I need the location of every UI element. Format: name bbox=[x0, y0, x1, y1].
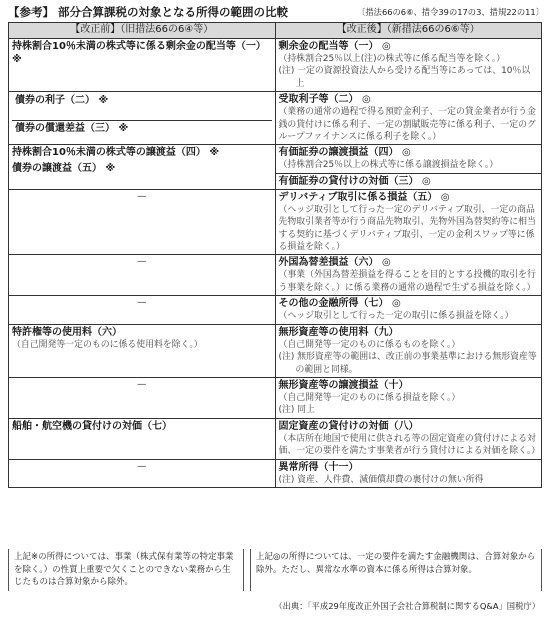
empty-cell-dash: — bbox=[9, 377, 276, 418]
new-cell bbox=[275, 296, 542, 324]
column-header-before: 【改正前】（旧措法66の6④等） bbox=[9, 23, 276, 39]
new-cell bbox=[275, 418, 542, 459]
old-item-title: 持株割合10％未満の株式等に係る剰余金の配当等（一） ※ bbox=[12, 41, 266, 65]
old-cell bbox=[9, 92, 276, 145]
old-item-note: （自己開発等一定のものに係る使用料を除く。） bbox=[12, 339, 203, 350]
old-item-title: 債券の譲渡益（五） ※ bbox=[12, 163, 116, 175]
old-cell bbox=[9, 418, 276, 459]
new-item-title: デリバティブ取引に係る損益（五） ◎ bbox=[278, 191, 450, 203]
old-item-title: 債券の償還差益（三） ※ bbox=[15, 123, 129, 135]
table-row bbox=[9, 189, 542, 255]
table-row bbox=[9, 92, 542, 145]
old-item-title: 船舶・航空機の貸付けの対価（七） bbox=[12, 420, 172, 432]
new-item-title: 外国為替差損益（六） ◎ bbox=[278, 257, 391, 269]
new-item-note: （持株割合25％以上の株式等に係る譲渡損益を除く。） bbox=[278, 160, 499, 171]
new-item-title: 受取利子等（二） ◎ bbox=[278, 94, 371, 106]
column-header-after: 【改正後】（新措法66の6⑥等） bbox=[275, 23, 542, 39]
new-item-note: (注) 資産、人件費、減価償却費の裏付けの無い所得 bbox=[278, 474, 484, 485]
old-cell bbox=[9, 145, 276, 189]
table-row bbox=[9, 145, 542, 173]
new-item-note: （自己開発等一定のものに係る損益を除く。） bbox=[278, 392, 461, 403]
table-row bbox=[9, 324, 542, 377]
new-item-note: （本店所在地国で使用に供される等の固定資産の貸付けによる対価、一定の要件を満たす事業者が行う貸付けによる対価を除く。） bbox=[278, 433, 541, 457]
new-cell bbox=[275, 377, 542, 418]
new-item-note: （業務の通常の過程で得る預貯金利子、一定の貸金業者が行う金銭の貸付けに係る利子、一定の割賦販売等に係る利子、一定のグループファイナンスに係る利子を除く。） bbox=[278, 107, 536, 143]
new-item-note: （持株割合25％以上(注)の株式等に係る配当等を除く。） bbox=[278, 54, 506, 64]
old-subcell bbox=[12, 120, 272, 136]
new-item-title: 有価証券の貸付けの対価（三） ◎ bbox=[278, 175, 431, 187]
old-item-title: 債券の利子（二） ※ bbox=[15, 95, 109, 107]
new-item-title: 有価証券の譲渡損益（四） ◎ bbox=[278, 147, 411, 159]
comparison-table bbox=[8, 22, 542, 488]
table-header-row bbox=[9, 23, 542, 39]
new-item-title: 固定資産の貸付けの対価（八） bbox=[278, 420, 419, 432]
old-subcell bbox=[12, 93, 272, 120]
table-row bbox=[9, 459, 542, 487]
new-cell bbox=[275, 459, 542, 487]
empty-cell-dash: — bbox=[9, 459, 276, 487]
new-cell bbox=[275, 324, 542, 377]
page-title: 【参考】 部分合算課税の対象となる所得の範囲の比較 bbox=[8, 5, 289, 19]
empty-cell-dash: — bbox=[9, 296, 276, 324]
note-box-left: 上記※の所得については、事業（株式保有業等の特定事業を除く。）の性質上重要で欠くことのできない業務から生じたものは合算対象から除外。 bbox=[8, 549, 244, 591]
new-item-note: （自己開発等一定のものに係るものを除く。） bbox=[278, 339, 461, 350]
statute-reference: 〔措法66の6⑥、措令39の17の3、措規22の11〕 bbox=[357, 7, 544, 17]
new-cell bbox=[275, 189, 542, 255]
new-cell bbox=[275, 145, 542, 173]
new-cell bbox=[275, 255, 542, 296]
new-item-note: （ヘッジ取引として行った一定のデリバティブ取引、一定の商品先物取引業者等が行う商品先物取引、先物外国為替契約等に相当する契約に基づくデリバティブ取引、一定の金利スワップ等に係る損益を除く。） bbox=[278, 204, 536, 253]
new-cell bbox=[275, 39, 542, 92]
notes-area bbox=[8, 549, 542, 591]
table-row bbox=[9, 255, 542, 296]
new-cell bbox=[275, 173, 542, 189]
empty-cell-dash: — bbox=[9, 189, 276, 255]
new-item-footnote: (注) 同上 bbox=[278, 405, 315, 416]
old-item-title: 特許権等の使用料（六） bbox=[12, 326, 122, 338]
source-citation: （出典：「平成29年度改正外国子会社合算税制に関するQ&A」国税庁） bbox=[274, 601, 540, 611]
empty-cell-dash: — bbox=[9, 255, 276, 296]
new-item-footnote: (注) 一定の資源投資法人から受ける配当等にあっては、10％以上 bbox=[278, 66, 531, 89]
new-item-title: 剰余金の配当等（一） ◎ bbox=[278, 41, 391, 52]
note-box-right: 上記◎の所得については、一定の要件を満たす金融機関は、合算対象から除外。ただし、異常な水準の資本に係る所得は合算対象。 bbox=[250, 549, 542, 591]
table-row bbox=[9, 377, 542, 418]
new-item-title: 無形資産等の使用料（九） bbox=[278, 326, 399, 338]
new-item-title: その他の金融所得（七） ◎ bbox=[278, 298, 401, 310]
old-cell bbox=[9, 324, 276, 377]
page-header bbox=[8, 4, 544, 22]
table-row bbox=[9, 296, 542, 324]
new-item-footnote: (注) 無形資産等の範囲は、改正前の事業基準における無形資産等の範囲と同様。 bbox=[278, 352, 537, 375]
old-cell bbox=[9, 39, 276, 92]
new-cell bbox=[275, 92, 542, 145]
new-item-title: 無形資産等の譲渡損益（十） bbox=[278, 379, 409, 391]
new-item-note: （ヘッジ取引として行った一定の取引に係る損益を除く。） bbox=[278, 311, 514, 322]
table-row bbox=[9, 39, 542, 92]
old-item-title: 持株割合10％未満の株式等の譲渡益（四） ※ bbox=[12, 147, 220, 159]
new-item-title: 異常所得（十一） bbox=[278, 461, 359, 473]
new-item-note: （事業（外国為替差損益を得ることを目的とする投機的取引を行う事業を除く。）に係る業務の通常の過程で生ずる損益を除く。） bbox=[278, 270, 536, 293]
table-row bbox=[9, 418, 542, 459]
